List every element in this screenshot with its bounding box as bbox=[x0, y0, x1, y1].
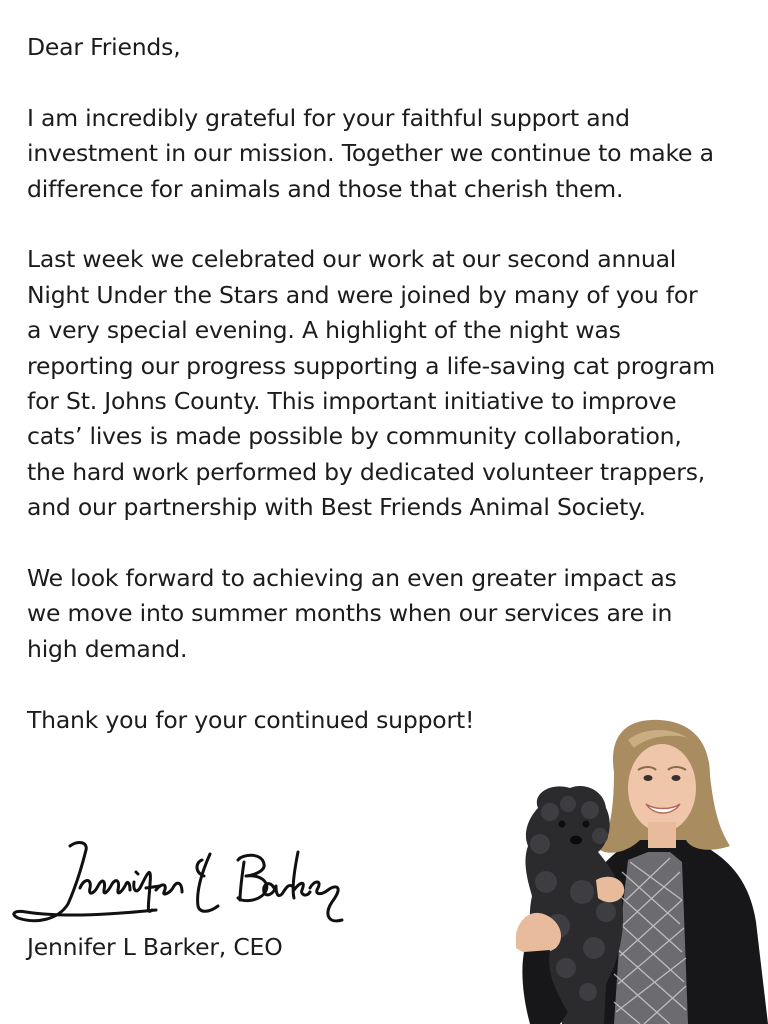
paragraph-outlook: We look forward to achieving an even greater impact as we move into summer months when our services are in high demand. bbox=[27, 564, 677, 663]
handwritten-signature bbox=[6, 832, 356, 932]
letter-body bbox=[27, 30, 717, 738]
salutation: Dear Friends, bbox=[27, 33, 181, 61]
signer-name-title: Jennifer L Barker, CEO bbox=[27, 933, 283, 961]
closing-line: Thank you for your continued support! bbox=[27, 705, 475, 734]
paragraph-gratitude: I am incredibly grateful for your faithful support and investment in our mission. Together we continue to make a difference for animals and those that cherish them. bbox=[27, 103, 714, 203]
ceo-with-dog-photo bbox=[510, 712, 768, 1024]
paragraph-event: Last week we celebrated our work at our second annual Night Under the Stars and were joined by many of you for a very special evening. A highlight of the night was reporting our progress supporting a life-saving cat program for St. Johns County. This important initiative to improve cats’ lives is made possible by community collaboration, the hard work performed by dedicated volunteer trappers, and our partnership with Best Friends Animal Society. bbox=[27, 245, 715, 522]
